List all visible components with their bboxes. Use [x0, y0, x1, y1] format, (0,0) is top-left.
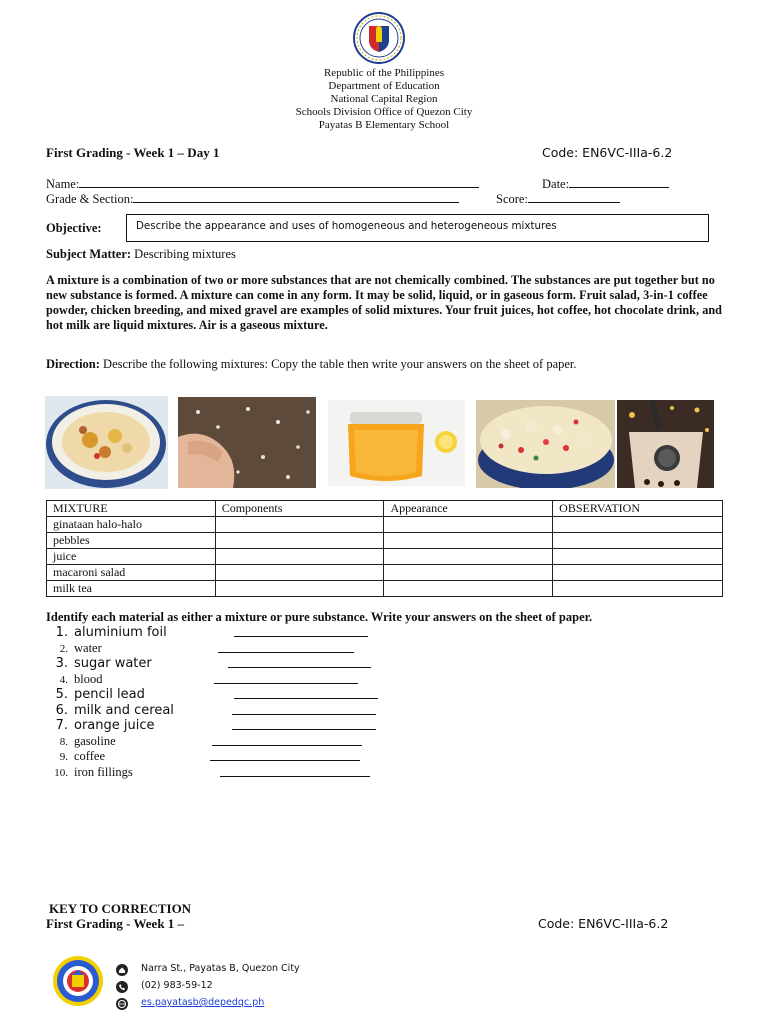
key-grading: First Grading - Week 1 –: [46, 916, 185, 931]
list-item: 6. milk and cereal: [46, 703, 446, 719]
phone-text: (02) 983-59-12: [141, 980, 213, 991]
score-label: Score:: [496, 192, 528, 206]
item-text: sugar water: [74, 656, 152, 671]
pebbles-photo: [178, 397, 316, 488]
header-line: National Capital Region: [330, 93, 438, 105]
answer-line[interactable]: [232, 703, 376, 715]
list-item: 5. pencil lead: [46, 687, 446, 703]
header-line: Department of Education: [328, 80, 440, 92]
identify-list: [46, 625, 446, 780]
code-label: Code: EN6VC-IIIa-6.2: [542, 145, 673, 160]
identify-instruction: Identify each material as either a mixture or pure substance. Write your answers on the sheet of paper.: [46, 610, 593, 624]
date-line: [569, 176, 669, 188]
table-cell-blank[interactable]: [384, 533, 553, 549]
table-row: [47, 549, 723, 565]
table-header: OBSERVATION: [553, 501, 723, 517]
direction: [46, 357, 577, 372]
list-item: 7. orange juice: [46, 718, 446, 734]
grade-section-line: [133, 191, 459, 203]
table-cell-blank[interactable]: [553, 533, 723, 549]
home-icon: [116, 964, 128, 976]
milk-tea-photo: [617, 400, 714, 488]
grade-section-field[interactable]: [46, 191, 459, 207]
table-cell-blank[interactable]: [384, 581, 553, 597]
address-text: Narra St., Payatas B, Quezon City: [141, 963, 300, 974]
name-field[interactable]: [46, 176, 479, 192]
answer-line[interactable]: [212, 734, 362, 746]
subject-matter: [46, 247, 236, 262]
table-cell-blank[interactable]: [215, 565, 384, 581]
objective-label: Objective:: [46, 221, 102, 235]
mixture-paragraph: A mixture is a combination of two or more substances that are not chemically combined. The substances are put together but no new substance is formed. A mixture can come in any form. It may be solid, liquid, or in gaseous form. Fruit salad, 3-in-1 coffee powder, chicken breeding, and mixed gravel are examples of solid mixtures. Your fruit juices, hot coffee, hot chocolate drink, and hot milk are liquid mixtures. Air is a gaseous mixture.: [46, 273, 722, 332]
answer-line[interactable]: [232, 718, 376, 730]
table-cell-blank[interactable]: [215, 533, 384, 549]
key-code: Code: EN6VC-IIIa-6.2: [538, 916, 669, 931]
item-text: pencil lead: [74, 687, 145, 702]
subject-text: Describing mixtures: [134, 247, 236, 261]
answer-line[interactable]: [214, 672, 358, 684]
table-cell-blank[interactable]: [384, 549, 553, 565]
table-header: Appearance: [384, 501, 553, 517]
item-text: orange juice: [74, 718, 155, 733]
list-item: 4. blood: [46, 672, 446, 688]
list-item: 1. aluminium foil: [46, 625, 446, 641]
item-text: milk and cereal: [74, 702, 174, 718]
list-item: 9. coffee: [46, 749, 446, 765]
answer-line[interactable]: [218, 641, 354, 653]
table-row: [47, 581, 723, 597]
item-text: water: [74, 640, 102, 655]
date-field[interactable]: [542, 176, 669, 192]
juice-photo: [328, 400, 465, 486]
table-row: [47, 517, 723, 533]
table-cell-mixture: macaroni salad: [47, 565, 216, 581]
key-title: KEY TO CORRECTION: [49, 901, 192, 916]
phone-icon: [116, 981, 128, 993]
header-line: Republic of the Philippines: [323, 67, 445, 79]
header-line: Payatas B Elementary School: [318, 119, 450, 131]
answer-line[interactable]: [228, 656, 371, 668]
school-logo: [50, 955, 106, 1007]
objective-text: Describe the appearance and uses of homogeneous and heterogeneous mixtures: [136, 220, 557, 232]
header-block: [0, 67, 768, 132]
table-cell-blank[interactable]: [553, 517, 723, 533]
globe-icon: [116, 998, 128, 1010]
table-row: [47, 565, 723, 581]
item-text: coffee: [74, 749, 105, 763]
item-text: gasoline: [74, 733, 116, 748]
table-header: MIXTURE: [47, 501, 216, 517]
item-text: aluminium foil: [74, 625, 167, 640]
grading-label: First Grading - Week 1 – Day 1: [46, 145, 220, 160]
subject-label: Subject Matter:: [46, 247, 132, 261]
objective-box: [126, 214, 709, 242]
name-label: Name:: [46, 177, 80, 191]
date-label: Date:: [542, 177, 570, 191]
answer-line[interactable]: [220, 765, 370, 777]
table-header: Components: [215, 501, 384, 517]
table-cell-mixture: pebbles: [47, 533, 216, 549]
table-cell-blank[interactable]: [553, 549, 723, 565]
table-cell-blank[interactable]: [384, 517, 553, 533]
name-line: [79, 176, 479, 188]
table-header-row: [47, 501, 723, 517]
answer-line[interactable]: [210, 749, 360, 761]
answer-line[interactable]: [234, 687, 378, 699]
score-field[interactable]: [496, 191, 620, 207]
email-link[interactable]: es.payatasb@depedqc.ph: [141, 997, 265, 1008]
list-item: 2. water: [46, 641, 446, 657]
mixture-table: [46, 500, 723, 597]
deped-seal-logo: [347, 12, 411, 64]
table-cell-blank[interactable]: [384, 565, 553, 581]
list-item: 3. sugar water: [46, 656, 446, 672]
table-cell-blank[interactable]: [553, 565, 723, 581]
list-item: 10. iron fillings: [46, 765, 446, 781]
table-cell-blank[interactable]: [215, 581, 384, 597]
table-cell-blank[interactable]: [215, 549, 384, 565]
table-cell-blank[interactable]: [215, 517, 384, 533]
answer-line[interactable]: [234, 625, 368, 637]
item-text: iron fillings: [74, 764, 133, 779]
table-row: [47, 533, 723, 549]
table-cell-mixture: juice: [47, 549, 216, 565]
table-cell-blank[interactable]: [553, 581, 723, 597]
grade-section-label: Grade & Section:: [46, 192, 134, 206]
ginataan-photo: [45, 396, 168, 489]
header-line: Schools Division Office of Quezon City: [295, 106, 473, 118]
item-text: blood: [74, 671, 103, 686]
table-cell-mixture: milk tea: [47, 581, 216, 597]
direction-label: Direction:: [46, 357, 100, 371]
direction-text: Describe the following mixtures: Copy the table then write your answers on the sheet of paper.: [103, 357, 577, 371]
list-item: 8. gasoline: [46, 734, 446, 750]
table-cell-mixture: ginataan halo-halo: [47, 517, 216, 533]
score-line: [528, 191, 620, 203]
macaroni-salad-photo: [476, 400, 615, 488]
